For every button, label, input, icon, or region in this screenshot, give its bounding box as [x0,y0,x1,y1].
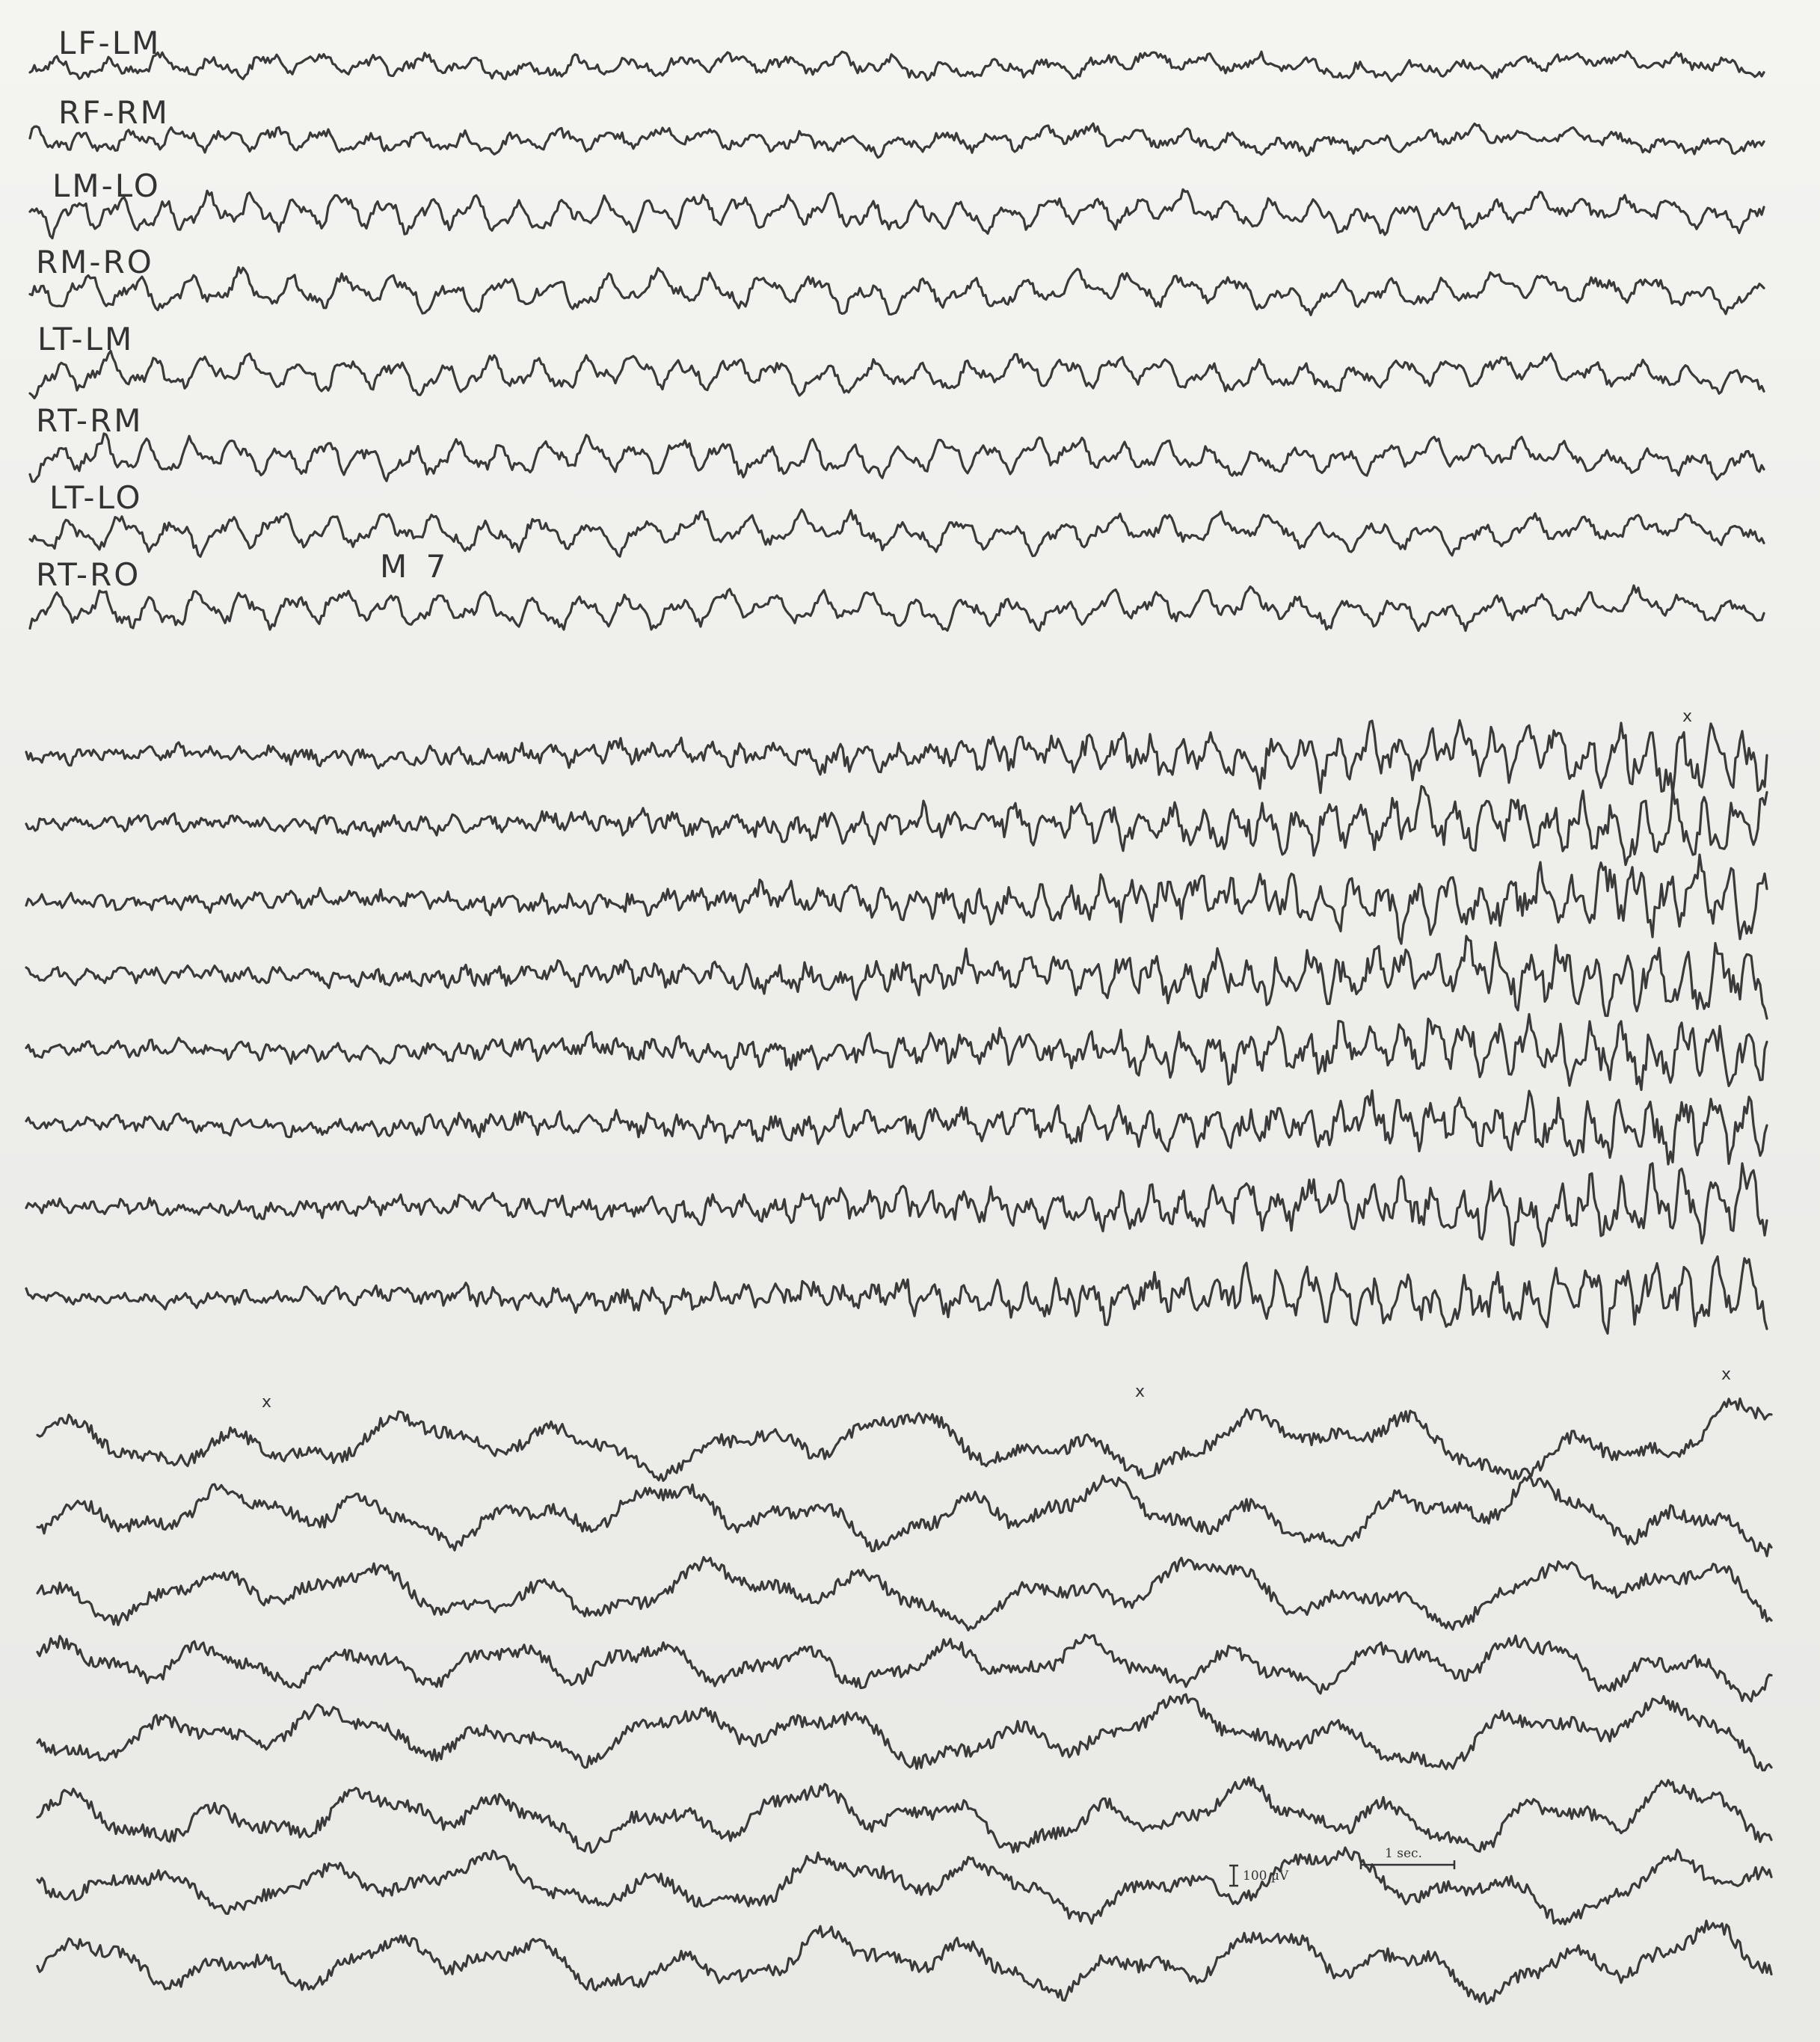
trace-block1-ch7 [30,510,1764,557]
trace-block2-ch8 [26,1257,1767,1334]
trace-block1-ch5 [30,351,1764,398]
trace-block2-ch2 [26,787,1767,865]
trace-block3-ch2 [37,1476,1771,1556]
artifact-mark-1: x [1682,707,1693,726]
trace-block1-ch6 [30,434,1764,482]
artifact-mark-3: x [1135,1383,1146,1401]
trace-block3-ch8 [37,1921,1771,2004]
amplitude-label: 100 µV [1243,1869,1289,1883]
trace-block2-ch1 [26,720,1767,794]
eeg-traces [26,52,1771,2004]
channel-label-lf-lm: LF-LM [58,25,162,61]
artifact-mark-2: x [262,1393,272,1412]
calibration-bar-amplitude [1229,1866,1289,1886]
channel-label-rt-rm: RT-RM [36,402,144,439]
trace-block1-ch3 [30,189,1764,238]
trace-block3-ch3 [37,1557,1771,1631]
trace-block2-ch3 [26,855,1767,944]
artifact-mark-4: x [1721,1365,1732,1384]
trace-block1-ch4 [30,268,1764,316]
channel-label-lm-lo: LM-LO [52,167,161,204]
trace-block3-ch4 [37,1634,1771,1701]
time-marker-m7: M 7 [380,548,451,585]
calibration-bar-time [1361,1846,1454,1869]
channel-label-lt-lo: LT-LO [49,479,143,516]
channel-label-rt-ro: RT-RO [36,556,141,593]
trace-block3-ch5 [37,1694,1771,1771]
trace-block3-ch7 [37,1848,1771,1925]
trace-block2-ch7 [26,1163,1767,1246]
trace-block2-ch5 [26,1015,1767,1090]
trace-block2-ch6 [26,1091,1767,1165]
time-label: 1 sec. [1385,1846,1422,1861]
trace-block3-ch1 [37,1399,1771,1481]
trace-block1-ch8 [30,585,1764,630]
trace-block1-ch1 [30,52,1764,82]
channel-label-rf-rm: RF-RM [58,94,170,131]
channel-label-rm-ro: RM-RO [36,244,154,280]
trace-block2-ch4 [26,936,1767,1018]
trace-block1-ch2 [30,123,1764,158]
channel-label-lt-lm: LT-LM [37,321,135,357]
trace-block3-ch6 [37,1777,1771,1853]
